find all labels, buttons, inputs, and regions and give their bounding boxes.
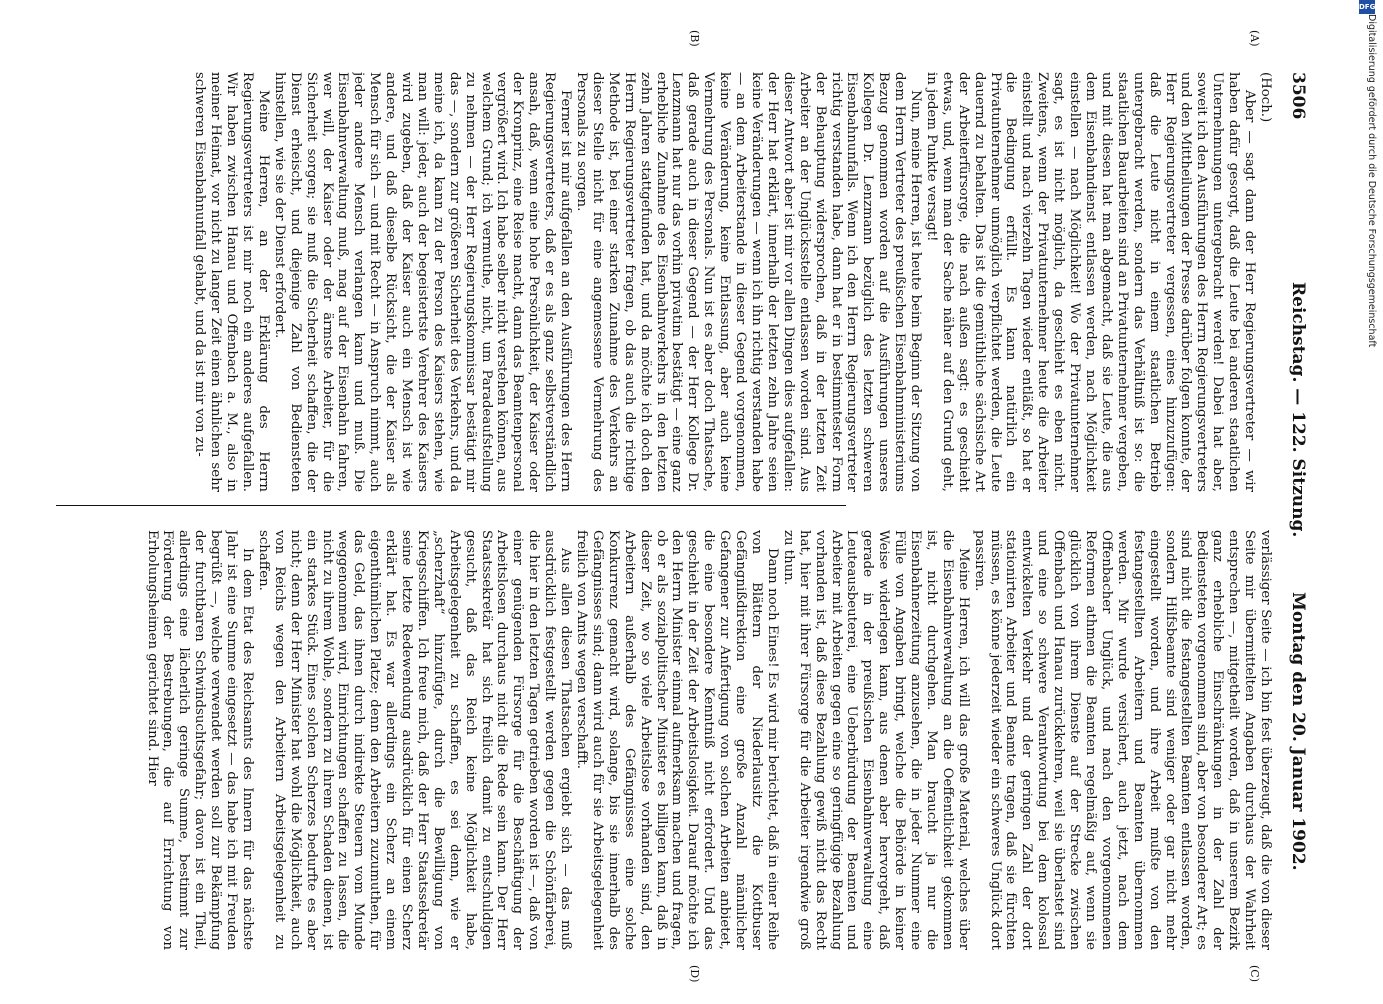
- left-column: [58, 72, 1273, 492]
- dfg-logo: DFG: [1359, 0, 1375, 14]
- column-divider: [56, 505, 846, 506]
- paragraph: In dem Etat des Reichsamts des Innern für das nächste Jahr ist eine Summe eingesetzt — das habe ich mit Freuden begrüßt —, welche verwendet werden soll zur Bekämpfung der furchtbaren Schwindsuchtsgefahr; davon ist ein Theil, allerdings eine lächerlich geringe Summe, bestimmt zur Förderung der Bestrebungen, die auf Errichtung von Erholungsheimen gerichtet sind. Hier: [144, 530, 255, 950]
- credit-text: Digitalisierung gefördert durch die Deutsche Forschungsgemeinschaft: [1366, 14, 1377, 348]
- page-header: [1284, 72, 1308, 950]
- paragraph: Ferner ist mir aufgefallen an den Ausführungen des Herrn Regierungsvertreters, daß er es als ganz selbstverständlich ansah, daß, wenn eine hohe Persönlichkeit, der Kaiser oder der Kronprinz, eine Reise macht, dann das Beamtenpersonal vergrößert wird. Ich habe selber nicht verstehen können, aus welchem Grund; ich vermuthe, nicht, um Paradeaufstellung zu nehmen — der Herr Regierungskommissar bestätigt mir das —, sondern zur größeren Sicherheit des Verkehrs, und da meine ich, da kann zu der Person des Kaisers stehen, wie man will: jeder, auch der begeistertste Verehrer des Kaisers wird zugeben, daß der Kaiser auch ein Mensch ist wie andere, und daß dieselbe Rücksicht, die der Kaiser als Mensch für sich — und mit Recht — in Anspruch nimmt, auch jeder andere Mensch verlangen kann und muß. Die Eisenbahnverwaltung muß, mag auf der Eisenbahn fahren, wer will, der Kaiser oder der ärmste Arbeiter, für die Sicherheit sorgen; sie muß die Sicherheit schaffen, die der Dienst erheischt, und diejenige Zahl von Bediensteten hinstellen, wie sie der Dienst erfordert.: [271, 72, 574, 492]
- paragraph: Aus allen diesen Thatsachen ergiebt sich — das muß ausdrücklich festgestellt werden gegen die Schönfärberei, die hier in den letzten Tagen getrieben worden ist —, daß von einer genügenden Fürsorge für die Beschäftigung der Arbeitslosen durchaus nicht die Rede sein kann. Der Herr Staatssekretär hat sich freilich damit zu entschuldigen gesucht, daß das Reich keine Möglichkeit habe, Arbeitsgelegenheit zu schaffen, es sei denn, wie er „scherzhaft“ hinzufügte, durch die Bewilligung von Kriegsschiffen. Ich freue mich, daß der Herr Staatssekretär seine letzte Redewendung ausdrücklich für einen Scherz erklärt hat. Es war allerdings ein Scherz an einem eigenthümlichen Platze; denn den Arbeitern zuzumuthen, für das Geld, das ihnen durch indirekte Steuern vom Munde weggenommen wird, Einrichtungen schaffen zu lassen, die nicht zu ihrem Wohle, sondern zu ihrem Schaden dienen, ist ein starkes Stück. Eines solchen Scherzes bedurfte es aber nicht; denn der Herr Minister hat wohl die Möglichkeit, auch von Reichs wegen den Arbeitern Arbeitsgelegenheit zu schaffen.: [255, 530, 574, 950]
- session-date: Montag den 20. Januar 1902.: [1288, 592, 1308, 871]
- paragraph: Meine Herren, an der Erklärung des Herrn Regierungsvertreters ist mir noch ein anderes aufgefallen. Wir haben zwischen Hanau und Offenbach a. M., also in meiner Heimat, vor nicht zu langer Zeit einen ähnlichen sehr schweren Eisenbahnunfall gehabt, und da ist mir von zu-: [192, 72, 271, 492]
- paragraph: Aber — sagt dann der Herr Regierungsvertreter — wir haben dafür gesorgt, daß die Leute bei anderen staatlichen Unternehmungen untergebracht werden! Dabei hat aber, soweit ich den Ausführungen des Herrn Regierungsvertreters und den Mittheilungen der Presse darüber folgen konnte, der Herr Regierungsvertreter vergessen, eines hinzuzufügen: daß die Leute nicht in einem staatlichen Betrieb untergebracht werden, sondern das Verhältniß ist so: die staatlichen Bauarbeiten sind an Privatunternehmer vergeben, und mit diesen hat man abgemacht, daß sie Leute, die aus dem Eisenbahndienst entlassen werden, nach Möglichkeit einstellen — nach Möglichkeit! Wo der Privatunternehmer sagt, es ist nicht möglich, da geschieht es eben nicht. Zweitens, wenn der Privatunternehmer heute die Arbeiter einstellt und nach vierzehn Tagen wieder entläßt, so hat er die Bedingung erfüllt. Es kann natürlich ein Privatunternehmer unmöglich verpflichtet werden, die Leute dauernd zu behalten. Das ist die gemüthliche sächsische Art der Arbeiterfürsorge, die nach außen sagt: es geschieht etwas, und, wenn man der Sache näher auf den Grund geht, in jedem Punkte versagt!: [923, 72, 1258, 492]
- paragraph: Dann noch Eines! Es wird mir berichtet, daß in einer Reihe von Blättern der Niederlausitz die Kottbuser Gefängnißdirektion eine große Anzahl männlicher Gefangener zur Anfertigung von solchen Arbeiten anbietet, die eine besondere Kenntniß nicht erfordert. Und das geschieht in der Zeit der Arbeitslosigkeit. Darauf möchte ich den Herrn Minister einmal aufmerksam machen und fragen, ob er als sozialpolitischer Minister es billigen kann, daß in dieser Zeit, wo so viele Arbeitslose vorhanden sind, den Arbeitern außerhalb des Gefängnisses eine solche Konkurrenz gemacht wird, solange, bis sie innerhalb des Gefängnisses sind; dann wird auch für sie Arbeitsgelegenheit freilich von Amts wegen verschafft.: [574, 530, 780, 950]
- right-column: [58, 530, 1273, 950]
- margin-marker-a: (A): [1248, 30, 1261, 47]
- document-page: [41, 0, 1341, 1000]
- session-title: Reichstag. — 122. Sitzung.: [1288, 282, 1308, 538]
- digitization-credit: [1357, 0, 1377, 1000]
- paragraph: Meine Herren, ich will das große Material, welches über die Eisenbahnverwaltung an die Oeffentlichkeit gekommen ist, nicht durchgehen. Man braucht ja nur die Eisenbahnerzeitung anzusehen, die in jeder Nummer eine Fülle von Angaben bringt, welche die Behörde in keiner Weise widerlegen kann, aus denen aber hervorgeht, daß gerade in der preußischen Eisenbahnverwaltung eine Leuteausbeuterei, eine Ueberbürdung der Beamten und Arbeiter mit Arbeiten gegen eine so geringfügige Bezahlung vorhanden ist, daß diese Bezahlung gewiß nicht das Recht hat, hier mit ihrer Fürsorge für die Arbeiter irgendwie groß zu thun.: [780, 530, 971, 950]
- margin-marker-d: (D): [688, 965, 701, 983]
- paragraph: verlässiger Seite — ich bin fest überzeugt, daß die von dieser Seite mir übermittelten Angaben durchaus der Wahrheit entsprechen —, mitgetheilt worden, daß in unserem Bezirk ganz erhebliche Einschränkungen in der Zahl der Bediensteten vorgenommen sind, aber von besonderer Art; es sind nicht die festangestellten Beamten entlassen worden, sondern Hilfsbeamte sind weniger oder gar nicht mehr eingestellt worden, und ihre Arbeit mußte von den festangestellten Arbeitern und Beamten übernommen werden. Mir wurde versichert, auch jetzt, nach dem Offenbacher Unglück, und nach den vorgenommenen Reformen athmen die Beamten regelmäßig auf, wenn sie glücklich von ihrem Dienste auf der Strecke zwischen Offenbach und Hanau zurückkehren, weil sie überlastet sind und eine so schwere Verantwortung bei dem kolossal entwickelten Verkehr und der geringen Zahl der dort stationirten Arbeiter und Beamte tragen, daß sie fürchten müssen, es könne jederzeit wieder ein schweres Unglück dort passiren.: [971, 530, 1273, 950]
- margin-marker-c: (C): [1248, 965, 1261, 982]
- paragraph: Nun, meine Herren, ist heute beim Beginn der Sitzung von dem Herrn Vertreter des preußischen Eisenbahnministeriums Bezug genommen worden auf die Ausführungen unseres Kollegen Dr. Lenzmann bezüglich des letzten schweren Eisenbahnunfalls. Wenn ich den Herrn Regierungsvertreter richtig verstanden habe, dann hat er in bestimmtester Form der Behauptung widersprochen, daß in der letzten Zeit Arbeiter an der Unglücksstelle entlassen worden sind. Aus dieser Antwort aber ist mir vor allen Dingen dies aufgefallen: der Herr hat erklärt, innerhalb der letzten zehn Jahre seien keine Veränderungen — wenn ich ihn richtig verstanden habe — an dem Arbeiterstande in dieser Gegend vorgenommen, keine Veränderung, keine Entlassung, aber auch keine Vermehrung des Personals. Nun ist es aber doch Thatsache, daß gerade auch in dieser Gegend — der Herr Kollege Dr. Lenzmann hat nur das vorhin privatim bestätigt — eine ganz erhebliche Zunahme des Eisenbahnverkehrs in den letzten zehn Jahren stattgefunden hat, und da möchte ich doch den Herrn Regierungsvertreter fragen, ob das auch die richtige Methode ist, bei einer starken Zunahme des Verkehrs an dieser Stelle nicht für eine angemessene Vermehrung des Personals zu sorgen.: [574, 72, 924, 492]
- margin-marker-b: (B): [688, 30, 701, 47]
- speaker-label: (Hoch.): [1258, 72, 1273, 123]
- page-number: 3506: [1288, 72, 1308, 120]
